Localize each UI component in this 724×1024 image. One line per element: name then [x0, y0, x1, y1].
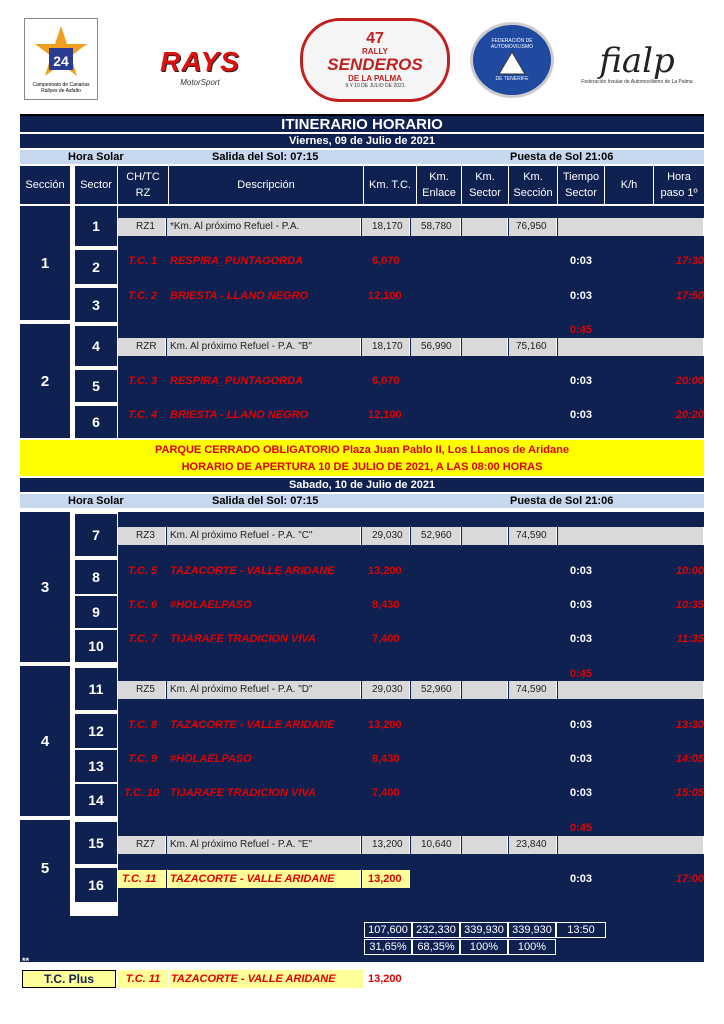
- sector-cell: 10: [75, 630, 117, 662]
- championship-caption: Campeonato de Canarias Rallyes de Asfalto: [32, 82, 90, 94]
- rally-edition-number: 47: [366, 30, 384, 47]
- col-km-seccion: Km. Sección: [509, 166, 557, 204]
- rz-code: RZ7: [136, 839, 155, 850]
- rays-subtitle: MotorSport: [180, 77, 220, 87]
- rz-km-tc: 13,200: [372, 839, 403, 850]
- tc-code: T.C. 6: [128, 599, 158, 611]
- day2-hora-solar: Hora Solar: [68, 495, 124, 507]
- sector-cell: 5: [75, 370, 117, 402]
- tc-hora: 17:50: [675, 290, 704, 302]
- tc-tiempo: 0:03: [570, 565, 593, 577]
- federacion-tenerife-logo: [470, 22, 554, 98]
- rz-km-seccion: 74,590: [516, 530, 547, 541]
- col-km-sector: Km. Sector: [462, 166, 508, 204]
- rz-code: RZ3: [136, 530, 155, 541]
- tc-km: 8,430: [372, 599, 400, 611]
- day1-puesta: Puesta de Sol 21:06: [510, 151, 614, 163]
- tc-plus-km: 13,200: [368, 973, 402, 985]
- tc-name: TIJARAFE TRADICION VIVA: [170, 633, 316, 645]
- rz-desc: Km. Al próximo Refuel - P.A. "C": [170, 530, 313, 541]
- tc-km: 6,070: [372, 255, 400, 267]
- tc-code: T.C. 2: [128, 290, 158, 302]
- rally-label: RALLY: [362, 47, 388, 56]
- tc-code: T.C. 5: [128, 565, 158, 577]
- table-row: [118, 681, 704, 699]
- col-seccion: Sección: [20, 166, 70, 204]
- table-row: [118, 870, 704, 888]
- tc-km: 7,400: [372, 787, 400, 799]
- tc-code: T.C. 11: [122, 873, 157, 885]
- tc-name: TAZACORTE - VALLE ARIDANE: [170, 873, 335, 885]
- tc-hora: 20:20: [675, 409, 704, 421]
- total-km-seccion: 339,930: [508, 922, 556, 938]
- tc-km: 13,200: [368, 565, 402, 577]
- neutralization-time: 0:45: [570, 324, 593, 336]
- rz-desc: *Km. Al próximo Refuel - P.A.: [170, 221, 300, 232]
- table-row: [118, 836, 704, 854]
- col-hora-paso: Hora paso 1º: [654, 166, 704, 204]
- tc-tiempo: 0:03: [570, 290, 593, 302]
- tc-hora: 17:30: [675, 255, 704, 267]
- sector-cell: 1: [75, 206, 117, 246]
- rally-place: DE LA PALMA: [348, 74, 402, 83]
- col-sector: Sector: [75, 166, 117, 204]
- section-cell: 1: [20, 206, 70, 320]
- day1-date: Viernes, 09 de Julio de 2021: [20, 134, 704, 148]
- tc-name: RESPIRA_PUNTAGORDA: [170, 375, 304, 387]
- sector-cell: 14: [75, 784, 117, 816]
- footnote-marker: **: [22, 956, 30, 966]
- total-km-tc: 107,600: [364, 922, 412, 938]
- day1-rows-band: [118, 206, 704, 438]
- table-row: [118, 372, 704, 390]
- rays-wordmark: RAYS: [160, 45, 240, 77]
- fialp-wordmark: fialp: [599, 41, 675, 81]
- pct-km-enlace: 68,35%: [412, 939, 460, 955]
- rz-km-enlace: 10,640: [421, 839, 452, 850]
- tc-name: BRIESTA - LLANO NEGRO: [170, 290, 309, 302]
- rays-motorsport-logo: [120, 38, 280, 94]
- tc-plus-label: T.C. Plus: [22, 970, 116, 988]
- table-row: [118, 218, 704, 236]
- tc-tiempo: 0:03: [570, 787, 593, 799]
- sector-cell: 13: [75, 750, 117, 782]
- tc-hora: 11:35: [676, 633, 704, 645]
- tc-tiempo: 0:03: [570, 375, 593, 387]
- tc-code: T.C. 3: [128, 375, 158, 387]
- sector-cell: 15: [75, 822, 117, 864]
- day2-puesta: Puesta de Sol 21:06: [510, 495, 614, 507]
- parque-cerrado-notice: [20, 440, 704, 476]
- section-cell: 4: [20, 666, 70, 816]
- col-km-tc: Km. T.C.: [364, 166, 416, 204]
- pct-km-sector: 100%: [460, 939, 508, 955]
- day2-date: Sabado, 10 de Julio de 2021: [20, 478, 704, 492]
- tc-plus-code: T.C. 11: [118, 970, 168, 988]
- sector-cell: 16: [75, 868, 117, 902]
- rz-km-tc: 29,030: [372, 684, 403, 695]
- col-chtc: CH/TC RZ: [118, 166, 168, 204]
- tc-code: T.C. 8: [128, 719, 158, 731]
- neutralization-time: 0:45: [570, 822, 593, 834]
- table-row: [118, 527, 704, 545]
- tc-km: 13,200: [368, 719, 402, 731]
- tc-code: T.C. 4: [128, 409, 158, 421]
- tc-name: TAZACORTE - VALLE ARIDANE: [170, 719, 335, 731]
- rally-name: SENDEROS: [327, 55, 423, 74]
- championship-emblem-icon: [31, 24, 91, 82]
- section-cell: 3: [20, 512, 70, 662]
- sector-cell: 3: [75, 288, 117, 322]
- rz-km-seccion: 75,160: [516, 341, 547, 352]
- rz-km-tc: 29,030: [372, 530, 403, 541]
- col-descripcion: Descripción: [169, 166, 363, 204]
- rally-dates: 9 Y 10 DE JULIO DE 2021: [345, 83, 405, 89]
- tc-name: #HOLAELPASO: [170, 753, 252, 765]
- canarias-championship-logo: [24, 18, 98, 100]
- pct-km-seccion: 100%: [508, 939, 556, 955]
- rz-desc: Km. Al próximo Refuel - P.A. "B": [170, 341, 312, 352]
- table-header: [20, 166, 704, 204]
- tc-hora: 14:05: [675, 753, 704, 765]
- rz-desc: Km. Al próximo Refuel - P.A. "E": [170, 839, 312, 850]
- total-tiempo: 13:50: [556, 922, 606, 938]
- tc-km: 13,200: [368, 873, 402, 885]
- sector-cell: 9: [75, 596, 117, 628]
- federacion-emblem-icon: [497, 50, 527, 76]
- rz-km-seccion: 23,840: [516, 839, 547, 850]
- tc-tiempo: 0:03: [570, 873, 593, 885]
- section-cell: 5: [20, 820, 70, 916]
- sector-cell: 7: [75, 514, 117, 556]
- table-row: [118, 784, 704, 802]
- tc-code: T.C. 9: [128, 753, 158, 765]
- tc-hora: 15:05: [675, 787, 704, 799]
- tc-hora: 20:00: [675, 375, 704, 387]
- col-kh: K/h: [605, 166, 653, 204]
- day2-sun-bar: [20, 494, 704, 508]
- tc-name: #HOLAELPASO: [170, 599, 252, 611]
- day2-salida: Salida del Sol: 07:15: [212, 495, 319, 507]
- rz-km-seccion: 74,590: [516, 684, 547, 695]
- tc-name: BRIESTA - LLANO NEGRO: [170, 409, 309, 421]
- tc-tiempo: 0:03: [570, 633, 593, 645]
- rally-senderos-logo: [300, 18, 450, 102]
- col-km-enlace: Km. Enlace: [417, 166, 461, 204]
- rz-km-enlace: 52,960: [421, 684, 452, 695]
- total-km-sector: 339,930: [460, 922, 508, 938]
- tc-km: 6,070: [372, 375, 400, 387]
- tc-code: T.C. 10: [124, 787, 160, 799]
- tc-hora: 10:35: [675, 599, 704, 611]
- col-tiempo-sector: Tiempo Sector: [558, 166, 604, 204]
- sector-cell: 6: [75, 406, 117, 438]
- tc-km: 12,100: [368, 290, 402, 302]
- tc-hora: 13:30: [675, 719, 704, 731]
- page-title: ITINERARIO HORARIO: [20, 114, 704, 132]
- tc-tiempo: 0:03: [570, 409, 593, 421]
- table-row: [118, 716, 704, 734]
- tc-name: TIJARAFE TRADICION VIVA: [170, 787, 316, 799]
- tc-tiempo: 0:03: [570, 719, 593, 731]
- tc-code: T.C. 1: [128, 255, 158, 267]
- total-km-enlace: 232,330: [412, 922, 460, 938]
- parque-line2: HORARIO DE APERTURA 10 DE JULIO DE 2021, A LAS 08:00 HORAS: [181, 461, 543, 473]
- logo-strip: [20, 18, 704, 110]
- table-row: [118, 596, 704, 614]
- sector-cell: 2: [75, 250, 117, 284]
- table-row: [118, 750, 704, 768]
- tc-code: T.C. 7: [128, 633, 158, 645]
- parque-line1: PARQUE CERRADO OBLIGATORIO Plaza Juan Pablo II, Los LLanos de Aridane: [155, 444, 569, 456]
- tc-km: 8,430: [372, 753, 400, 765]
- table-row: [118, 406, 704, 424]
- rz-code: RZ1: [136, 221, 155, 232]
- fialp-logo: [570, 32, 704, 96]
- section-cell: 2: [20, 324, 70, 438]
- table-row: [118, 252, 704, 270]
- table-row: [118, 562, 704, 580]
- pct-km-tc: 31,65%: [364, 939, 412, 955]
- table-row: [118, 630, 704, 648]
- sector-cell: 4: [75, 326, 117, 366]
- tc-tiempo: 0:03: [570, 255, 593, 267]
- tc-plus-name: TAZACORTE - VALLE ARIDANE: [169, 970, 363, 988]
- tc-name: TAZACORTE - VALLE ARIDANE: [170, 565, 335, 577]
- sector-cell: 12: [75, 714, 117, 748]
- tc-tiempo: 0:03: [570, 599, 593, 611]
- neutralization-time: 0:45: [570, 668, 593, 680]
- tc-tiempo: 0:03: [570, 753, 593, 765]
- rz-km-enlace: 52,960: [421, 530, 452, 541]
- rz-km-enlace: 56,990: [421, 341, 452, 352]
- tc-hora: 17:00: [675, 873, 704, 885]
- tc-km: 12,100: [368, 409, 402, 421]
- tc-km: 7,400: [372, 633, 400, 645]
- section-divider: [20, 320, 70, 323]
- rz-code: RZR: [136, 341, 157, 352]
- day1-hora-solar: Hora Solar: [68, 151, 124, 163]
- rz-km-enlace: 58,780: [421, 221, 452, 232]
- tc-name: RESPIRA_PUNTAGORDA: [170, 255, 304, 267]
- svg-text:24: 24: [53, 53, 69, 69]
- fialp-subtitle: Federación Insular de Automovilismo de La Palma: [581, 79, 693, 85]
- tc-hora: 10:00: [675, 565, 704, 577]
- rz-code: RZ5: [136, 684, 155, 695]
- federacion-subtitle: DE TENERIFE: [495, 76, 529, 82]
- rz-km-tc: 18,170: [372, 341, 403, 352]
- table-row: [118, 287, 704, 305]
- rz-desc: Km. Al próximo Refuel - P.A. "D": [170, 684, 313, 695]
- table-row: [118, 338, 704, 356]
- day1-salida: Salida del Sol: 07:15: [212, 151, 319, 163]
- day1-sun-bar: [20, 150, 704, 164]
- sector-cell: 8: [75, 560, 117, 594]
- rz-km-tc: 18,170: [372, 221, 403, 232]
- federacion-text: FEDERACIÓN DE AUTOMOVILISMO: [490, 38, 534, 50]
- sector-cell: 11: [75, 668, 117, 710]
- rz-km-seccion: 76,950: [516, 221, 547, 232]
